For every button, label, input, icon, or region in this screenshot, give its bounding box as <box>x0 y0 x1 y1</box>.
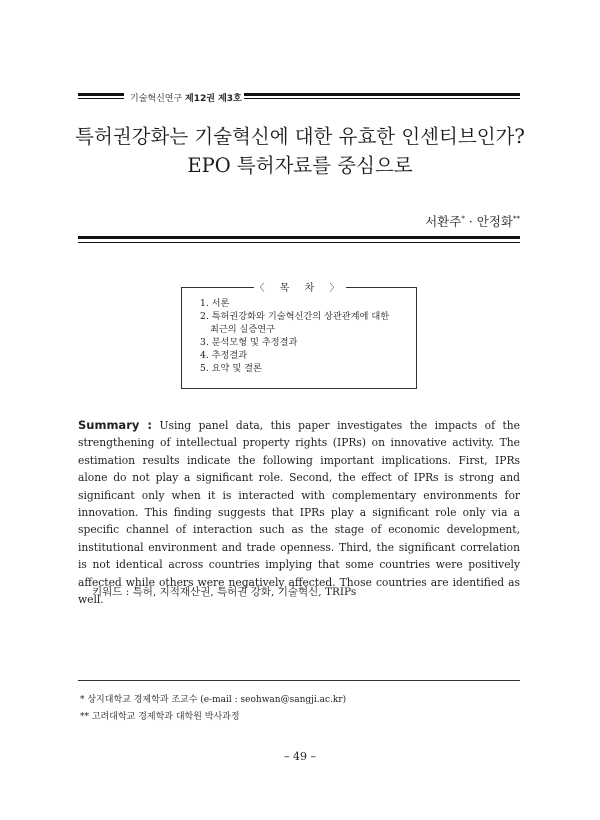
keywords-text: 특허, 지적재산권, 특허권 강화, 기술혁신, TRIPs <box>132 586 357 598</box>
contents-item: 3. 분석모형 및 추정결과 <box>200 337 298 348</box>
author-separator: · <box>468 214 473 229</box>
summary-label: Summary : <box>78 418 153 432</box>
author-2-mark: ** <box>513 214 520 223</box>
author-1-mark: * <box>461 214 465 223</box>
author-2: 안정화 <box>476 214 513 229</box>
contents-item: 2. 특허권강화와 기술혁신간의 상관관계에 대한 <box>200 311 390 322</box>
summary-paragraph <box>78 417 520 608</box>
volume-issue: 제12권 제3호 <box>185 94 242 104</box>
header-rule-right <box>244 93 520 99</box>
author-1: 서환주 <box>425 214 462 229</box>
paper-subtitle: EPO 특허자료를 중심으로 <box>187 154 413 177</box>
contents-item: 4. 추정결과 <box>200 350 248 361</box>
contents-item-continuation: 최근의 실증연구 <box>210 324 276 335</box>
footnote-1: * 상지대학교 경제학과 조교수 (e-mail : seohwan@sangji.ac.kr) <box>80 695 347 705</box>
author-line <box>380 212 520 230</box>
running-header <box>130 91 242 104</box>
footnote-rule <box>78 680 520 681</box>
header-rule-left <box>78 93 124 99</box>
summary-text: Using panel data, this paper investigates the impacts of the strengthening of intellectual property rights (IPRs) on innovative activity. The estimation results indicate the following important implications. First, IPRs alone do not play a significant role. Second, the effect of IPRs is strong and significant only when it is interacted with complementary environments for innovation. This finding suggests that IPRs play a significant role only via a specific channel of interaction such as the stage of economic development, institutional environment and trade openness. Third, the significant correlation is not identical across countries implying that some countries were positively affected while others were negatively affected. Those countries are identified as well. <box>78 419 520 607</box>
page-number: – 49 – <box>284 750 316 763</box>
paper-title: 특허권강화는 기술혁신에 대한 유효한 인센티브인가? <box>75 125 525 148</box>
title-rule-thin <box>78 242 520 243</box>
contents-item: 1. 서론 <box>200 298 230 309</box>
title-rule-thick <box>78 236 520 239</box>
keywords-label: 키워드 : <box>92 586 130 598</box>
contents-heading: 〈 목 차 〉 <box>254 279 346 294</box>
contents-item: 5. 요약 및 결론 <box>200 363 262 374</box>
contents-list <box>200 297 410 375</box>
footnote-2: ** 고려대학교 경제학과 대학원 박사과정 <box>80 712 240 722</box>
keywords <box>92 584 520 599</box>
journal-name: 기술혁신연구 <box>130 94 183 104</box>
